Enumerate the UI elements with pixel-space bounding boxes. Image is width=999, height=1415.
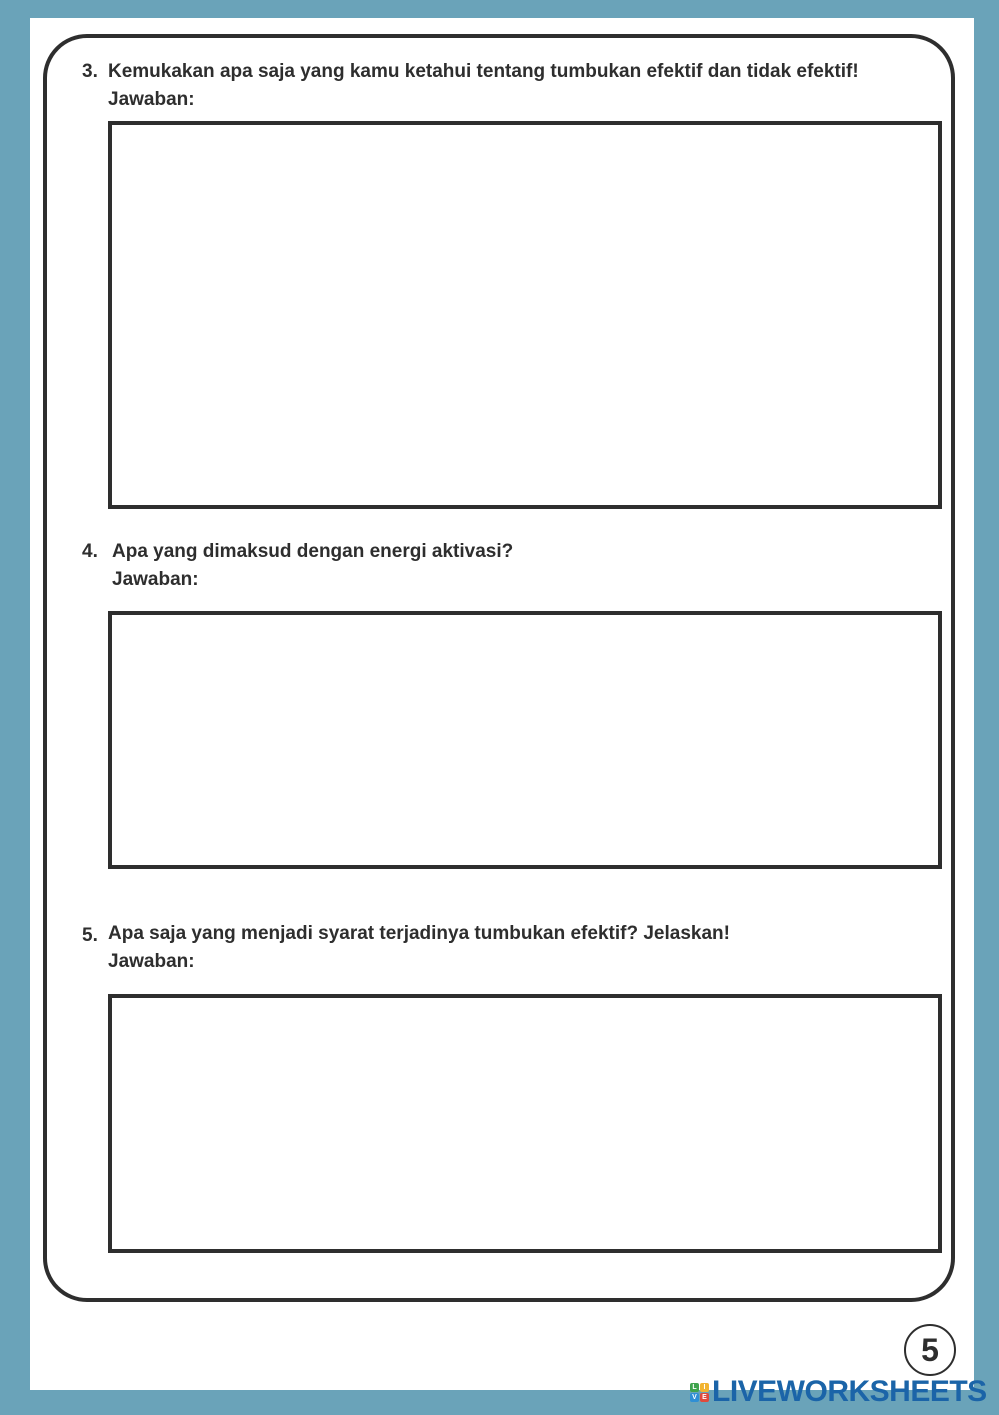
answer-label-5: Jawaban: <box>108 951 195 972</box>
logo-square-v: V <box>690 1393 699 1402</box>
liveworksheets-logo <box>690 1376 987 1408</box>
logo-text: LIVEWORKSHEETS <box>712 1375 987 1408</box>
question-number-5: 5. <box>82 925 98 946</box>
logo-square-i: I <box>700 1383 709 1392</box>
question-number-3: 3. <box>82 61 98 82</box>
logo-square-l: L <box>690 1383 699 1392</box>
answer-label-4: Jawaban: <box>112 569 199 590</box>
answer-box-5[interactable] <box>108 994 942 1253</box>
page-number: 5 <box>921 1331 939 1368</box>
worksheet-page <box>30 18 974 1390</box>
answer-box-4[interactable] <box>108 611 942 869</box>
answer-box-3[interactable] <box>108 121 942 509</box>
question-text-4: Apa yang dimaksud dengan energi aktivasi? <box>112 541 514 562</box>
question-number-4: 4. <box>82 541 98 562</box>
page-number-badge <box>904 1324 956 1376</box>
logo-square-e: E <box>700 1393 709 1402</box>
answer-label-3: Jawaban: <box>108 89 195 110</box>
question-text-3: Kemukakan apa saja yang kamu ketahui tentang tumbukan efektif dan tidak efektif! <box>108 61 859 82</box>
question-text-5: Apa saja yang menjadi syarat terjadinya tumbukan efektif? Jelaskan! <box>108 923 730 944</box>
logo-mark-icon <box>690 1383 709 1402</box>
